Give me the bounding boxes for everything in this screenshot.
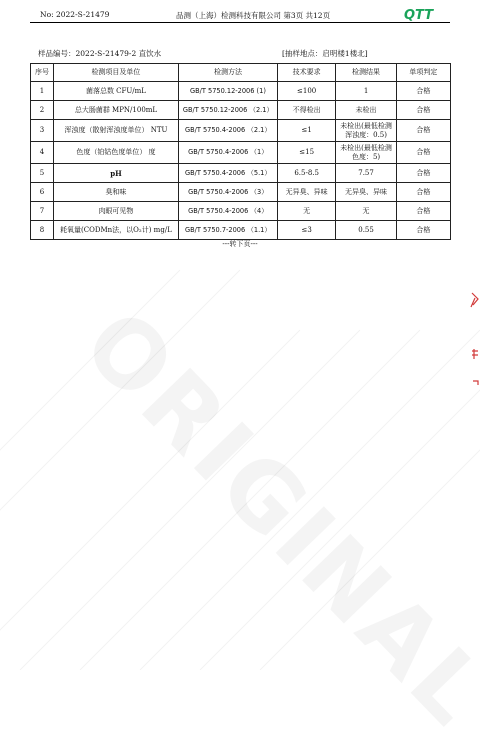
cell-method: GB/T 5750.12-2006 （2.1）	[178, 101, 277, 120]
report-number: No: 2022-S-21479	[40, 10, 110, 19]
cell-item: pH	[53, 164, 178, 183]
cell-requirement: ≤1	[277, 120, 335, 142]
cell-item: 总大肠菌群 MPN/100mL	[53, 101, 178, 120]
company-logo	[403, 7, 445, 21]
cell-no: 5	[31, 164, 54, 183]
cell-verdict: 合格	[396, 82, 450, 101]
cell-verdict: 合格	[396, 183, 450, 202]
table-row	[31, 142, 451, 164]
cell-no: 6	[31, 183, 54, 202]
cell-result: 未检出(最低检测色度：5)	[336, 142, 396, 164]
cell-method: GB/T 5750.7-2006 （1.1）	[178, 221, 277, 240]
cell-result: 未检出(最低检测浑浊度：0.5)	[336, 120, 396, 142]
cell-method: GB/T 5750.4-2006 （1）	[178, 142, 277, 164]
cell-result: 未检出	[336, 101, 396, 120]
table-row	[31, 101, 451, 120]
cell-result: 无异臭、异味	[336, 183, 396, 202]
sampling-site: [抽样地点：启明楼1楼北]	[282, 49, 368, 58]
cell-no: 3	[31, 120, 54, 142]
col-header-method: 检测方法	[178, 64, 277, 82]
cell-verdict: 合格	[396, 221, 450, 240]
cell-method: GB/T 5750.4-2006 （2.1）	[178, 120, 277, 142]
seal-edge-marks	[466, 285, 480, 395]
cell-verdict: 合格	[396, 202, 450, 221]
cell-method: GB/T 5750.12-2006 (1)	[178, 82, 277, 101]
cell-requirement: ≤100	[277, 82, 335, 101]
sample-number: 样品编号：2022-S-21479-2 直饮水	[38, 49, 162, 58]
col-header-result: 检测结果	[336, 64, 396, 82]
table-row	[31, 82, 451, 101]
table-header-row	[31, 64, 451, 82]
table-row	[31, 120, 451, 142]
logo-text: QTT	[404, 8, 434, 21]
cell-item: 色度（铂钴色度单位） 度	[53, 142, 178, 164]
cell-verdict: 合格	[396, 164, 450, 183]
header-rule	[30, 22, 450, 23]
cell-requirement: 6.5-8.5	[277, 164, 335, 183]
continued-note: ---转下页---	[222, 240, 258, 248]
cell-no: 1	[31, 82, 54, 101]
cell-item: 肉眼可见物	[53, 202, 178, 221]
cell-no: 7	[31, 202, 54, 221]
cell-method: GB/T 5750.4-2006 （5.1）	[178, 164, 277, 183]
cell-result: 7.57	[336, 164, 396, 183]
col-header-no: 序号	[31, 64, 54, 82]
table-row	[31, 164, 451, 183]
col-header-requirement: 技术要求	[277, 64, 335, 82]
table-row	[31, 183, 451, 202]
cell-requirement: 不得检出	[277, 101, 335, 120]
cell-result: 0.55	[336, 221, 396, 240]
cell-item: 耗氧量(CODMn法，以O₂计) mg/L	[53, 221, 178, 240]
cell-verdict: 合格	[396, 142, 450, 164]
cell-result: 1	[336, 82, 396, 101]
table-row	[31, 221, 451, 240]
results-table	[30, 63, 451, 240]
cell-result: 无	[336, 202, 396, 221]
cell-verdict: 合格	[396, 120, 450, 142]
cell-item: 臭和味	[53, 183, 178, 202]
cell-no: 8	[31, 221, 54, 240]
cell-item: 浑浊度（散射浑浊度单位） NTU	[53, 120, 178, 142]
cell-no: 4	[31, 142, 54, 164]
cell-item: 菌落总数 CFU/mL	[53, 82, 178, 101]
col-header-item: 检测项目及单位	[53, 64, 178, 82]
cell-requirement: ≤3	[277, 221, 335, 240]
company-page-info: 品测（上海）检测科技有限公司 第3页 共12页	[176, 11, 331, 20]
cell-no: 2	[31, 101, 54, 120]
col-header-verdict: 单项判定	[396, 64, 450, 82]
cell-verdict: 合格	[396, 101, 450, 120]
cell-requirement: ≤15	[277, 142, 335, 164]
cell-method: GB/T 5750.4-2006 （4）	[178, 202, 277, 221]
cell-requirement: 无	[277, 202, 335, 221]
cell-requirement: 无异臭、异味	[277, 183, 335, 202]
table-row	[31, 202, 451, 221]
cell-method: GB/T 5750.4-2006 （3）	[178, 183, 277, 202]
